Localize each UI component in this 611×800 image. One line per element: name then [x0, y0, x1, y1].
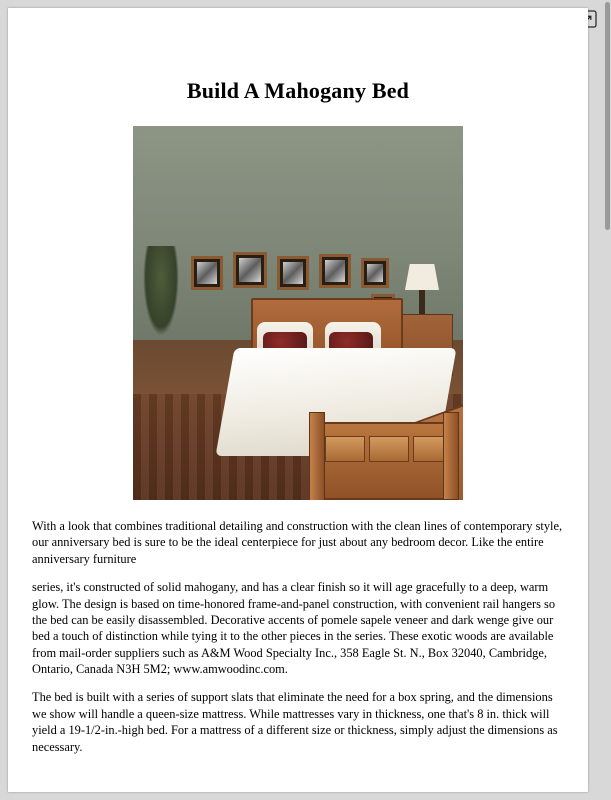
photo-footboard [309, 422, 459, 500]
vertical-scrollbar[interactable] [604, 0, 611, 800]
mahogany-bed-photo [133, 126, 463, 500]
paragraph-1: With a look that combines traditional detailing and construction with the clean lines of contemporary style, our anniversary bed is sure to be the ideal centerpiece for just about any bedroom decor. Like the entire anniversary furniture [32, 519, 563, 566]
photo-bed-post [443, 412, 459, 500]
photo-lamp-shade [405, 264, 439, 290]
photo-picture-frame [361, 258, 389, 288]
photo-picture-frame [191, 256, 223, 290]
photo-bed-post [309, 412, 325, 500]
photo-footboard-panel [325, 436, 365, 462]
photo-plant [143, 246, 179, 336]
photo-lamp-base [419, 290, 425, 314]
photo-picture-frame [233, 252, 267, 288]
scrollbar-thumb[interactable] [605, 2, 610, 230]
paragraph-3: The bed is built with a series of support slats that eliminate the need for a box spring, and the dimensions we show will handle a queen-size mattress. While mattresses vary in thickness, one that's 8 in. thick will yield a 19-1/2-in.-high bed. For a mattress of a different size or thickness, simply adjust the dimensions as necessary. [32, 690, 558, 754]
paragraph-2: series, it's constructed of solid mahogany, and has a clear finish so it will age gracefully to a deep, warm glow. The design is based on time-honored frame-and-panel construction, with convenient rail hangers so the bed can be easily disassembled. Decorative accents of pomele sapele veneer and dark wenge give our bed a touch of distinction while tying it to the other pieces in the series. These exotic woods are available from mail-order suppliers such as A&M Wood Specialty Inc., 358 Eagle St. N., Box 32040, Cambridge, Ontario, Canada N3H 5M2; www.amwoodinc.com. [32, 580, 556, 676]
page-title: Build A Mahogany Bed [186, 78, 410, 103]
photo-picture-frame [319, 254, 351, 288]
photo-footboard-panel [369, 436, 409, 462]
photo-picture-frame [277, 256, 309, 290]
article-body [32, 518, 564, 755]
document-page [8, 8, 588, 792]
